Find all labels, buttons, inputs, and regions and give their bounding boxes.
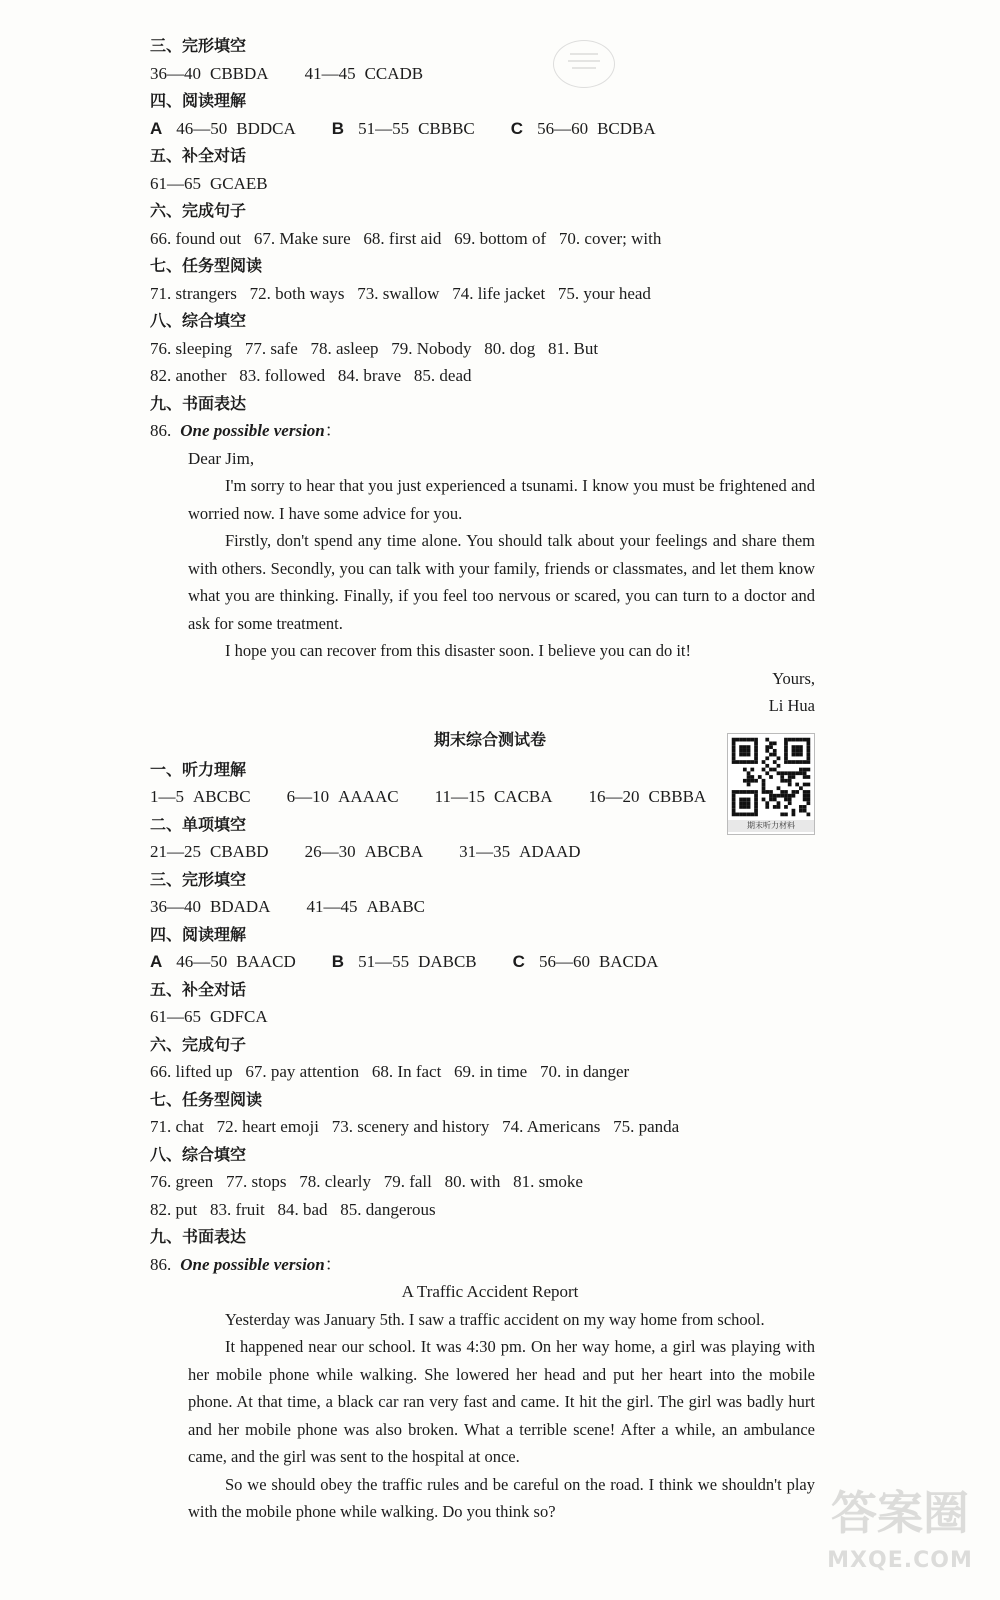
composition-paragraph: So we should obey the traffic rules and be careful on the road. I think we shouldn't play with the mobile phone while walking. Do you think so? (188, 1474, 815, 1521)
answer-range: 36—40 (150, 897, 201, 916)
watermark-url: MXQE.COM (827, 1548, 973, 1573)
answer-keys: CBBBA (648, 787, 707, 806)
answer-range: 6—10 (286, 787, 330, 806)
site-watermark (810, 1478, 990, 1590)
section-heading-listening: 一、听力理解 (150, 759, 247, 779)
letter-greeting: Dear Jim, (188, 448, 255, 468)
question-number: 86. (150, 1254, 172, 1274)
section-heading-sentences: 六、完成句子 (150, 1034, 247, 1054)
answer-range: 11—15 (434, 787, 485, 806)
section-heading-dialogue: 五、补全对话 (150, 146, 247, 165)
passage-label: B (331, 952, 345, 971)
answer-keys: BACDA (598, 952, 659, 971)
answer-range: 61—65 (150, 1007, 201, 1026)
answer-range: 46—50 (176, 118, 228, 138)
section-heading-cloze: 三、完形填空 (150, 36, 247, 55)
answer-keys: CBABD (210, 842, 269, 861)
letter-closing: Yours, (772, 668, 815, 688)
section-heading-dialogue: 五、补全对话 (150, 979, 247, 999)
passage-label: B (331, 118, 345, 138)
answer-range: 46—50 (176, 952, 228, 971)
colon: ： (324, 1254, 342, 1274)
answer-line-reading (150, 948, 830, 976)
passage-label: C (510, 118, 524, 138)
writing-intro (150, 1251, 830, 1279)
answer-keys: CBBDA (210, 63, 269, 83)
answer-line-reading (150, 115, 830, 143)
answer-keys: CCADB (364, 63, 424, 83)
section-heading-writing: 九、书面表达 (150, 1227, 247, 1246)
answer-line-single-choice (150, 838, 830, 866)
section-heading-reading: 四、阅读理解 (150, 91, 247, 110)
question-number: 86. (150, 421, 172, 440)
test-paper-title: 期末综合测试卷 (433, 729, 546, 749)
answer-keys: BAACD (236, 952, 296, 971)
section-heading-sentences: 六、完成句子 (150, 201, 247, 220)
colon: ： (324, 421, 342, 440)
section-heading-writing: 九、书面表达 (150, 393, 247, 413)
answer-line-fill-2: 82. another 83. followed 84. brave 85. dead (150, 366, 472, 385)
answer-keys: ADAAD (519, 842, 581, 861)
qr-code-icon (728, 734, 814, 820)
answer-line-cloze (150, 893, 830, 921)
possible-version-label: One possible version (180, 421, 325, 440)
letter-paragraph: I'm sorry to hear that you just experienced a tsunami. I know you must be frightened and worried now. I have some advice for you. (188, 476, 815, 523)
answer-range: 51—55 (358, 118, 410, 138)
section-heading-task-reading: 七、任务型阅读 (150, 1089, 263, 1109)
stamp-graphic (564, 46, 604, 76)
section-heading-fill: 八、综合填空 (150, 1144, 247, 1164)
answer-line-cloze (150, 60, 830, 88)
writing-intro (150, 417, 830, 445)
composition-paragraph: It happened near our school. It was 4:30 pm. On her way home, a girl was playing with her mobile phone while walking. She lowered her head and put her heart into the mobile phone. At that time, a black car ran very fast and came. It hit the girl. The girl was badly hurt and her mobile phone was also broken. What a terrible scene! After a while, an ambulance came, and the girl was sent to the hospital at once. (188, 1337, 815, 1466)
answer-line-sentences: 66. found out 67. Make sure 68. first aid 69. bottom of 70. cover; with (150, 228, 662, 248)
section-heading-reading: 四、阅读理解 (150, 924, 247, 944)
listening-material-qr-code[interactable] (727, 733, 815, 835)
answer-keys: AAAAC (338, 787, 399, 806)
watermark-logo-text: 答案圈 (831, 1486, 969, 1540)
letter-signature: Li Hua (768, 696, 815, 715)
answer-keys: GCAEB (210, 173, 268, 193)
answer-range: 1—5 (150, 787, 184, 806)
composition-title: A Traffic Accident Report (401, 1282, 579, 1301)
answer-line-fill-1: 76. sleeping 77. safe 78. asleep 79. Nobody 80. dog 81. But (150, 338, 599, 358)
section-heading-cloze: 三、完形填空 (150, 869, 247, 889)
section-heading-fill: 八、综合填空 (150, 311, 247, 330)
letter-paragraph: I hope you can recover from this disaster soon. I believe you can do it! (225, 641, 691, 660)
answer-range: 41—45 (306, 897, 358, 916)
answer-range: 36—40 (150, 63, 201, 83)
answer-range: 56—60 (538, 952, 590, 971)
section-heading-task-reading: 七、任务型阅读 (150, 256, 263, 275)
answer-line-fill-1: 76. green 77. stops 78. clearly 79. fall 80. with 81. smoke (150, 1172, 583, 1191)
possible-version-label: One possible version (180, 1254, 325, 1274)
letter-paragraph: Firstly, don't spend any time alone. You should talk about your feelings and share them with others. Secondly, you can talk with your family, friends or classmates, and let them know what you are thinking. Finally, if you feel too nervous or scared, you can turn to a doctor and ask for some treatment. (188, 531, 815, 633)
answer-range: 31—35 (459, 842, 511, 861)
answer-range: 21—25 (150, 842, 201, 861)
passage-label: A (150, 118, 163, 138)
answer-keys: BDADA (210, 897, 271, 916)
answer-keys: ABCBA (364, 842, 424, 861)
answer-keys: CBBBC (418, 118, 475, 138)
answer-range: 26—30 (304, 842, 356, 861)
passage-label: A (150, 952, 163, 971)
answer-range: 51—55 (358, 952, 410, 971)
answer-keys: BDDCA (236, 118, 296, 138)
answer-range: 61—65 (150, 173, 201, 193)
answer-keys: GDFCA (210, 1007, 268, 1026)
answer-keys: BCDBA (597, 118, 656, 138)
answer-line-task-reading: 71. chat 72. heart emoji 73. scenery and history 74. Americans 75. panda (150, 1117, 680, 1136)
answer-line-dialogue (150, 170, 830, 198)
answer-line-task-reading: 71. strangers 72. both ways 73. swallow 74. life jacket 75. your head (150, 283, 651, 303)
passage-label: C (512, 952, 525, 971)
answer-range: 16—20 (588, 787, 640, 806)
qr-caption: 期末听力材料 (728, 820, 814, 832)
answer-keys: ABABC (366, 897, 426, 916)
faint-stamp-seal (553, 40, 615, 88)
answer-keys: ABCBC (193, 787, 251, 806)
answer-line-dialogue (150, 1003, 830, 1031)
answer-range: 41—45 (304, 63, 356, 83)
answer-keys: DABCB (418, 952, 477, 971)
answer-keys: CACBA (493, 787, 553, 806)
section-heading-single-choice: 二、单项填空 (150, 814, 247, 834)
answer-range: 56—60 (537, 118, 589, 138)
answer-line-sentences: 66. lifted up 67. pay attention 68. In fact 69. in time 70. in danger (150, 1062, 630, 1081)
composition-paragraph: Yesterday was January 5th. I saw a traffic accident on my way home from school. (225, 1309, 765, 1329)
answer-line-fill-2: 82. put 83. fruit 84. bad 85. dangerous (150, 1199, 436, 1219)
